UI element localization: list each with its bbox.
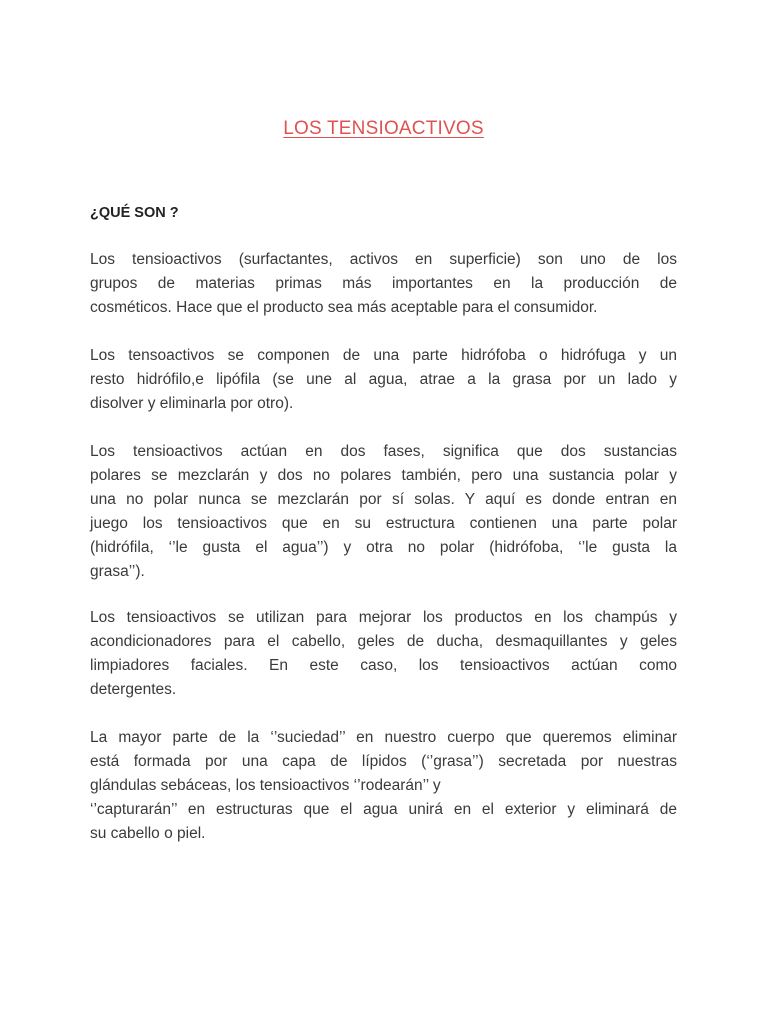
- text-line: limpiadores faciales. En este caso, los tensioactivos actúan como: [90, 657, 677, 674]
- text-line: está formada por una capa de lípidos (‘’grasa’’) secretada por nuestras: [90, 753, 677, 770]
- text-line: acondicionadores para el cabello, geles de ducha, desmaquillantes y geles: [90, 633, 677, 650]
- text-line: Los tensioactivos actúan en dos fases, significa que dos sustancias: [90, 443, 677, 460]
- text-line: Los tensioactivos (surfactantes, activos en superficie) son uno de los: [90, 251, 677, 268]
- paragraph-dirt: [90, 726, 677, 846]
- text-line: una no polar nunca se mezclarán por sí solas. Y aquí es donde entran en: [90, 491, 677, 508]
- text-line: polares se mezclarán y dos no polares también, pero una sustancia polar y: [90, 467, 677, 484]
- text-line: Los tensoactivos se componen de una parte hidrófoba o hidrófuga y un: [90, 347, 677, 364]
- paragraph-uses: [90, 606, 677, 702]
- text-line: detergentes.: [90, 681, 177, 698]
- paragraph-definition: [90, 248, 677, 320]
- text-line: Los tensioactivos se utilizan para mejorar los productos en los champús y: [90, 609, 677, 626]
- paragraph-phases: [90, 440, 677, 584]
- paragraph-composition: [90, 344, 677, 416]
- text-line: su cabello o piel.: [90, 825, 206, 842]
- text-line: disolver y eliminarla por otro).: [90, 395, 294, 412]
- text-line: juego los tensioactivos que en su estructura contienen una parte polar: [90, 515, 677, 532]
- text-line: (hidrófila, ‘’le gusta el agua’’) y otra no polar (hidrófoba, ‘’le gusta la: [90, 539, 677, 556]
- text-line: resto hidrófilo,e lipófila (se une al agua, atrae a la grasa por un lado y: [90, 371, 677, 388]
- text-line: La mayor parte de la ‘’suciedad’’ en nuestro cuerpo que queremos eliminar: [90, 729, 677, 746]
- document-title: LOS TENSIOACTIVOS: [283, 118, 484, 139]
- text-line: grupos de materias primas más importantes en la producción de: [90, 275, 677, 292]
- text-line: grasa’’).: [90, 563, 145, 580]
- text-line: cosméticos. Hace que el producto sea más aceptable para el consumidor.: [90, 299, 598, 316]
- text-line: glándulas sebáceas, los tensioactivos ‘’rodearán’’ y: [90, 777, 441, 794]
- text-line: ‘’capturarán’’ en estructuras que el agua unirá en el exterior y eliminará de: [90, 801, 677, 818]
- section-heading: ¿QUÉ SON ?: [90, 205, 179, 221]
